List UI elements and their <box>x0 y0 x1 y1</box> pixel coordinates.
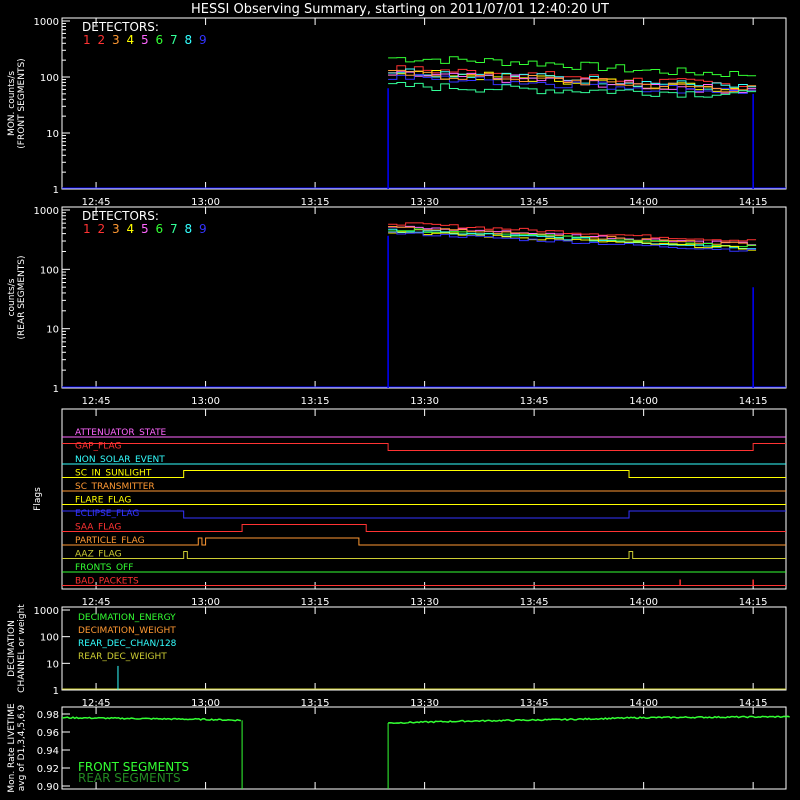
flags-frame <box>62 409 786 589</box>
y-tick-label: 100 <box>39 73 59 84</box>
rear-panel <box>7 206 786 407</box>
decimation-ylabel: CHANNEL or weight <box>17 604 27 693</box>
front-legend-item: 4 <box>126 33 135 47</box>
y-tick-label: 1 <box>52 185 59 196</box>
y-tick-label: 1000 <box>33 206 59 217</box>
x-tick-label: 12:45 <box>81 597 111 608</box>
x-tick-label: 13:30 <box>410 396 440 407</box>
front-legend-item: 3 <box>112 33 120 47</box>
y-tick-label: 10 <box>46 324 59 336</box>
panels <box>7 17 790 793</box>
x-tick-label: 14:00 <box>629 197 659 208</box>
front-legend-item: 8 <box>184 33 193 47</box>
x-tick-label: 13:45 <box>519 698 549 709</box>
front-ylabel: MON. counts/s <box>7 70 17 137</box>
y-tick-label: 100 <box>39 632 59 644</box>
x-tick-label: 12:45 <box>81 396 111 407</box>
flag-line <box>62 538 786 545</box>
livetime-series-line <box>62 717 241 721</box>
flag-label: ECLIPSE_FLAG <box>75 509 140 519</box>
front-data-envelope <box>388 88 753 189</box>
y-tick-label: 10 <box>46 129 59 140</box>
flag-line <box>62 511 786 518</box>
y-tick-label: 0.94 <box>36 746 59 757</box>
decimation-legend-item: REAR_DEC_CHAN/128 <box>78 639 177 649</box>
figure-title: HESSI Observing Summary, starting on 2011/07/01 12:40:20 UT <box>191 2 609 17</box>
x-tick-label: 14:15 <box>738 597 768 608</box>
front-legend-item: 7 <box>170 33 178 47</box>
x-tick-label: 13:00 <box>191 597 220 608</box>
flag-label: SC_TRANSMITTER <box>75 482 155 492</box>
flag-label: ATTENUATOR_STATE <box>75 428 167 438</box>
rear-legend-item: 2 <box>97 222 106 236</box>
x-tick-label: 13:15 <box>300 698 330 709</box>
flag-label: GAP_FLAG <box>75 441 122 452</box>
flag-line <box>62 441 786 452</box>
livetime-ylabel: Mon. Rate LIVETIME <box>7 703 17 793</box>
front-ylabel: (FRONT SEGMENTS) <box>17 58 27 149</box>
x-tick-label: 14:15 <box>738 396 768 407</box>
y-tick-label: 1000 <box>33 17 59 28</box>
x-tick-label: 14:00 <box>629 396 659 407</box>
y-tick-label: 1 <box>52 686 59 697</box>
livetime-legend-item: REAR SEGMENTS <box>78 771 181 785</box>
x-tick-label: 13:15 <box>300 597 330 608</box>
y-tick-label: 0.90 <box>36 782 59 793</box>
x-tick-label: 13:30 <box>410 597 440 608</box>
flag-label: NON_SOLAR_EVENT <box>75 455 165 465</box>
decimation-panel <box>7 604 786 709</box>
y-tick-label: 1 <box>52 384 59 395</box>
y-tick-label: 10 <box>46 659 59 671</box>
front-legend-item: 9 <box>199 33 207 47</box>
front-legend-item: 1 <box>83 33 91 47</box>
x-tick-label: 12:45 <box>81 698 111 709</box>
flag-label: SC_IN_SUNLIGHT <box>75 468 152 479</box>
x-tick-label: 13:30 <box>410 698 440 709</box>
flags-ylabel: Flags <box>33 487 43 511</box>
x-tick-label: 13:45 <box>519 597 549 608</box>
x-tick-label: 14:15 <box>738 698 768 709</box>
x-tick-label: 12:45 <box>81 197 111 208</box>
x-tick-label: 13:15 <box>300 396 330 407</box>
front-legend-item: 2 <box>97 33 106 47</box>
y-tick-label: 0.96 <box>36 728 59 739</box>
flag-label: FRONTS_OFF <box>75 563 134 573</box>
y-tick-label: 0.98 <box>36 710 59 721</box>
x-tick-label: 13:30 <box>410 197 440 208</box>
livetime-legend-item: FRONT SEGMENTS <box>78 760 190 774</box>
decimation-legend-item: DECIMATION_ENERGY <box>78 613 176 623</box>
flag-line <box>62 468 786 479</box>
flag-label: BAD_PACKETS <box>75 576 139 587</box>
flag-label: FLARE_FLAG <box>75 495 132 506</box>
flag-label: AAZ_FLAG <box>75 549 122 560</box>
rear-legend-title: DETECTORS: <box>82 209 159 223</box>
x-tick-label: 13:45 <box>519 396 549 407</box>
x-tick-label: 13:00 <box>191 698 220 709</box>
livetime-panel <box>7 703 790 793</box>
livetime-series-line <box>388 716 790 723</box>
rear-legend-item: 1 <box>83 222 91 236</box>
y-tick-label: 0.92 <box>36 764 59 775</box>
flag-label: SAA_FLAG <box>75 522 122 533</box>
decimation-ylabel: DECIMATION <box>7 620 17 677</box>
y-tick-label: 1000 <box>33 606 59 617</box>
front-legend-title: DETECTORS: <box>82 20 159 34</box>
decimation-legend-item: DECIMATION_WEIGHT <box>78 626 176 636</box>
flags-panel <box>33 409 786 608</box>
x-tick-label: 14:00 <box>629 698 659 709</box>
flag-line <box>62 522 786 533</box>
rear-legend-item: 3 <box>112 222 120 236</box>
x-tick-label: 13:45 <box>519 197 549 208</box>
front-panel <box>7 17 786 208</box>
decimation-legend-item: REAR_DEC_WEIGHT <box>78 652 167 662</box>
rear-ylabel: counts/s <box>7 278 17 317</box>
rear-legend-item: 9 <box>199 222 207 236</box>
rear-legend-item: 7 <box>170 222 178 236</box>
flag-label: PARTICLE_FLAG <box>75 536 145 546</box>
rear-legend-item: 8 <box>184 222 193 236</box>
rear-data-envelope <box>388 236 753 388</box>
y-tick-label: 100 <box>39 265 59 277</box>
x-tick-label: 13:15 <box>300 197 330 208</box>
rear-legend-item: 4 <box>126 222 135 236</box>
x-tick-label: 14:00 <box>629 597 659 608</box>
x-tick-label: 14:15 <box>738 197 768 208</box>
x-tick-label: 13:00 <box>191 396 220 407</box>
front-legend-item: 5 <box>141 33 149 47</box>
rear-legend-item: 5 <box>141 222 149 236</box>
x-tick-label: 13:00 <box>191 197 220 208</box>
rear-ylabel: (REAR SEGMENTS) <box>17 255 27 340</box>
front-legend-item: 6 <box>155 33 164 47</box>
rear-legend-item: 6 <box>155 222 164 236</box>
livetime-ylabel: avg of D1,3,4,5,6,9 <box>17 704 27 792</box>
flag-line <box>62 549 786 560</box>
